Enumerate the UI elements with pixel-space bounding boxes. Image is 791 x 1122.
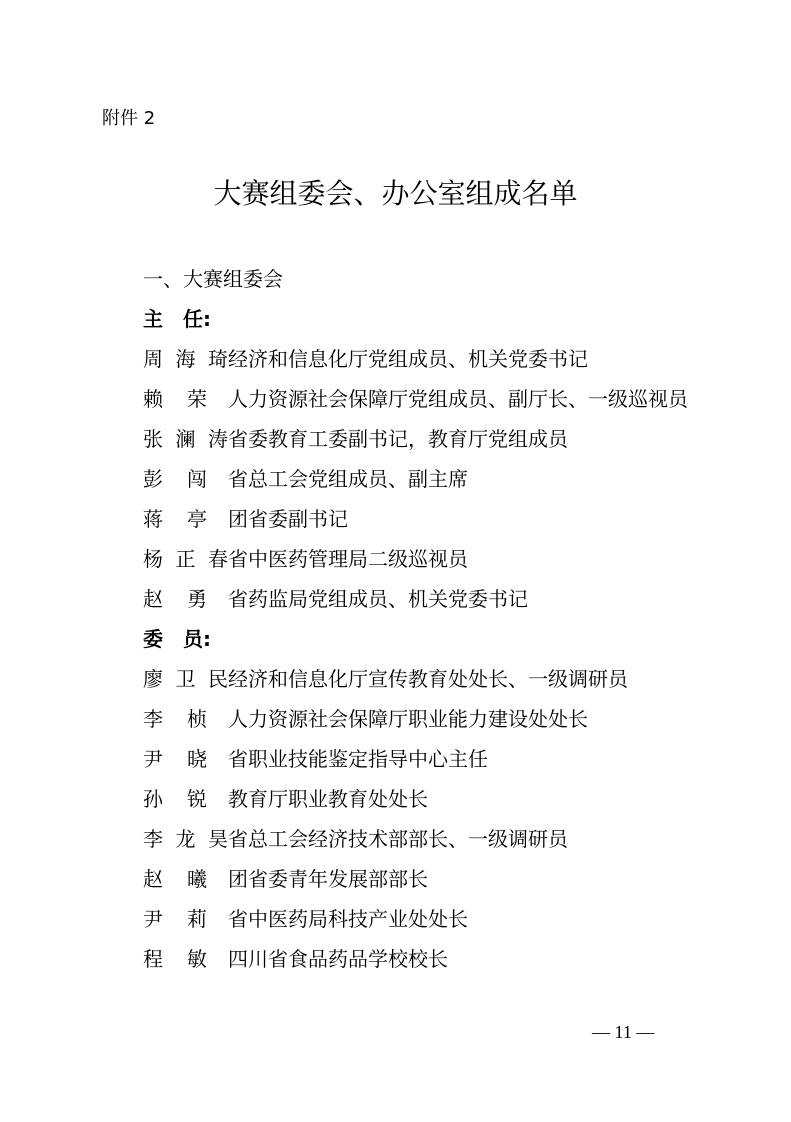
attachment-label: 附件 2	[102, 108, 156, 129]
person-name: 李桢	[143, 707, 207, 731]
person-role: 人力资源社会保障厅党组成员、副厅长、一级巡视员	[228, 387, 688, 411]
person-role: 省药监局党组成员、机关党委书记	[228, 587, 528, 611]
person-name: 尹莉	[143, 907, 207, 931]
person-name: 赵勇	[143, 587, 207, 611]
person-name: 赖荣	[143, 387, 207, 411]
person-name: 蒋亭	[143, 507, 207, 531]
person-name: 孙锐	[143, 787, 207, 811]
director-label: 主 任:	[143, 307, 211, 331]
person-role: 省委教育工委副书记，教育厅党组成员	[228, 427, 568, 451]
person-name: 赵曦	[143, 867, 207, 891]
list-item	[143, 384, 688, 414]
person-role: 教育厅职业教育处处长	[228, 787, 428, 811]
person-role: 省职业技能鉴定指导中心主任	[228, 747, 488, 771]
person-role: 经济和信息化厅党组成员、机关党委书记	[228, 347, 588, 371]
person-name: 周海琦	[143, 347, 228, 371]
list-item	[143, 904, 468, 934]
list-item	[143, 864, 428, 894]
person-name: 杨正春	[143, 547, 228, 571]
list-item	[143, 544, 468, 574]
page-number: — 11 —	[592, 1022, 655, 1042]
person-role: 经济和信息化厅宣传教育处处长、一级调研员	[228, 667, 628, 691]
person-name: 张澜涛	[143, 427, 228, 451]
list-item	[143, 464, 468, 494]
person-name: 彭闯	[143, 467, 207, 491]
list-item	[143, 344, 588, 374]
person-role: 省总工会经济技术部部长、一级调研员	[228, 827, 568, 851]
list-item	[143, 704, 588, 734]
list-item	[143, 504, 348, 534]
list-item	[143, 784, 428, 814]
person-name: 廖卫民	[143, 667, 228, 691]
list-item	[143, 744, 488, 774]
person-role: 人力资源社会保障厅职业能力建设处处长	[228, 707, 588, 731]
list-item	[143, 424, 568, 454]
section-heading: 一、大赛组委会	[143, 267, 283, 291]
person-role: 团省委青年发展部部长	[228, 867, 428, 891]
person-role: 省中医药管理局二级巡视员	[228, 547, 468, 571]
page-title: 大赛组委会、办公室组成名单	[213, 177, 578, 210]
person-name: 程敏	[143, 947, 207, 971]
list-item	[143, 944, 448, 974]
person-name: 李龙昊	[143, 827, 228, 851]
member-label: 委 员:	[143, 627, 211, 651]
person-role: 省总工会党组成员、副主席	[228, 467, 468, 491]
list-item	[143, 824, 568, 854]
person-role: 省中医药局科技产业处处长	[228, 907, 468, 931]
person-name: 尹晓	[143, 747, 207, 771]
list-item	[143, 664, 628, 694]
list-item	[143, 584, 528, 614]
person-role: 四川省食品药品学校校长	[228, 947, 448, 971]
person-role: 团省委副书记	[228, 507, 348, 531]
